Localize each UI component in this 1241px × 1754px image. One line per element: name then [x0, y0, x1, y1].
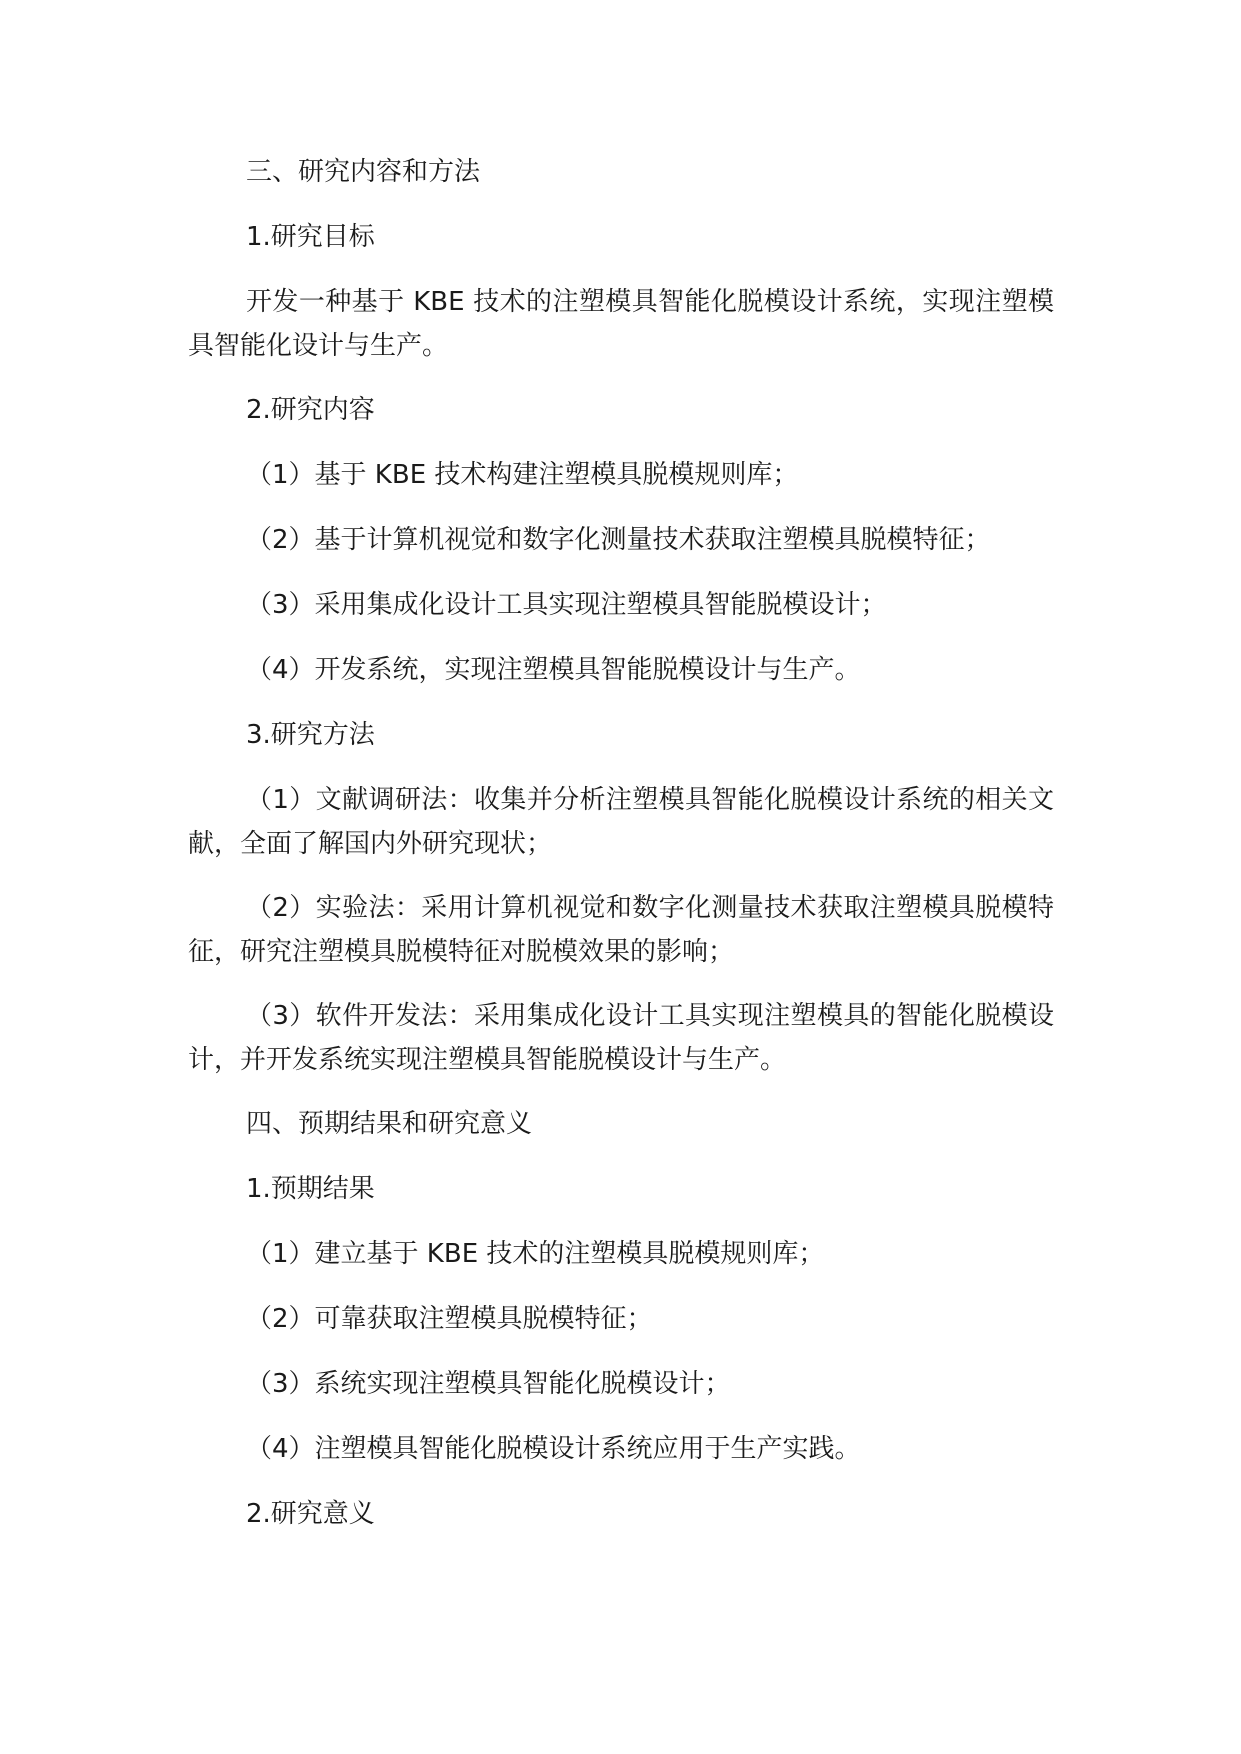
section-heading-4: 四、预期结果和研究意义	[246, 1109, 533, 1139]
list-item-content-1: （1）基于 KBE 技术构建注塑模具脱模规则库；	[246, 460, 799, 490]
list-item-result-1: （1）建立基于 KBE 技术的注塑模具脱模规则库；	[246, 1239, 825, 1269]
section-heading-3: 三、研究内容和方法	[246, 157, 481, 187]
subheading-research-method: 3.研究方法	[246, 720, 375, 750]
list-item-content-3: （3）采用集成化设计工具实现注塑模具智能脱模设计；	[246, 590, 887, 620]
list-item-content-2: （2）基于计算机视觉和数字化测量技术获取注塑模具脱模特征；	[246, 525, 991, 555]
paragraph-research-goal: 开发一种基于 KBE 技术的注塑模具智能化脱模设计系统，实现注塑模具智能化设计与生产。	[188, 287, 1054, 361]
subheading-expected-results: 1.预期结果	[246, 1174, 375, 1204]
paragraph-method-3: （3）软件开发法：采用集成化设计工具实现注塑模具的智能化脱模设计，并开发系统实现注塑模具智能脱模设计与生产。	[188, 1001, 1054, 1075]
list-item-result-3: （3）系统实现注塑模具智能化脱模设计；	[246, 1369, 731, 1399]
paragraph-method-1: （1）文献调研法：收集并分析注塑模具智能化脱模设计系统的相关文献，全面了解国内外研究现状；	[188, 785, 1054, 859]
subheading-research-content: 2.研究内容	[246, 395, 375, 425]
subheading-research-goal: 1.研究目标	[246, 222, 375, 252]
document-body	[188, 150, 1054, 1557]
list-item-result-2: （2）可靠获取注塑模具脱模特征；	[246, 1304, 653, 1334]
list-item-result-4: （4）注塑模具智能化脱模设计系统应用于生产实践。	[246, 1434, 861, 1464]
paragraph-method-2: （2）实验法：采用计算机视觉和数字化测量技术获取注塑模具脱模特征，研究注塑模具脱模特征对脱模效果的影响；	[188, 893, 1054, 967]
subheading-research-significance: 2.研究意义	[246, 1499, 375, 1529]
list-item-content-4: （4）开发系统，实现注塑模具智能脱模设计与生产。	[246, 655, 861, 685]
